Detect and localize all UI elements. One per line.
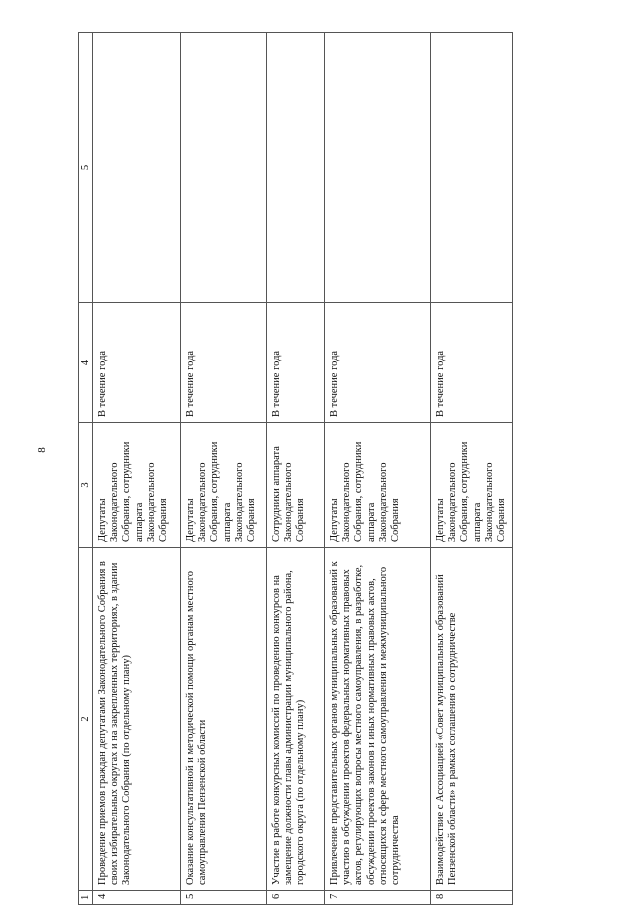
responsible-cell: Депутаты Законодательного Собрания, сотрудники аппарата Законодательного Собрания xyxy=(93,423,181,548)
header-cell: 5 xyxy=(79,33,93,303)
term-cell: В течение года xyxy=(181,303,267,423)
table-row xyxy=(181,33,267,905)
note-cell xyxy=(431,33,513,303)
plan-table xyxy=(78,32,513,905)
table-header-row xyxy=(79,33,93,905)
note-cell xyxy=(325,33,431,303)
event-cell: Привлечение представительных органов муниципальных образований к участию в обсуждении проектов федеральных нормативных правовых актов, регулирующих вопросы местного самоуправления, в разработке, обсуждении проектов законов и иных нормативных правовых актов, относящихся к сфере местного самоуправления и межмуниципального сотрудничества xyxy=(325,548,431,891)
header-cell: 4 xyxy=(79,303,93,423)
header-cell: 2 xyxy=(79,548,93,891)
rotated-table-sheet xyxy=(78,33,512,905)
event-cell: Оказание консультативной и методической помощи органам местного самоуправления Пензенской области xyxy=(181,548,267,891)
note-cell xyxy=(181,33,267,303)
event-cell: Взаимодействие с Ассоциацией «Совет муниципальных образований Пензенской области» в рамках соглашения о сотрудничестве xyxy=(431,548,513,891)
header-cell: 1 xyxy=(79,891,93,905)
event-cell: Проведение приемов граждан депутатами Законодательного Собрания в своих избирательных округах и на закрепленных территориях, в здании Законодательного Собрания (по отдельному плану) xyxy=(93,548,181,891)
responsible-cell: Депутаты Законодательного Собрания, сотрудники аппарата Законодательного Собрания xyxy=(325,423,431,548)
term-cell: В течение года xyxy=(431,303,513,423)
row-number: 7 xyxy=(325,891,431,905)
table-row xyxy=(325,33,431,905)
responsible-cell: Сотрудники аппарата Законодательного Собрания xyxy=(267,423,325,548)
term-cell: В течение года xyxy=(325,303,431,423)
table-row xyxy=(267,33,325,905)
row-number: 8 xyxy=(431,891,513,905)
row-number: 6 xyxy=(267,891,325,905)
term-cell: В течение года xyxy=(267,303,325,423)
row-number: 4 xyxy=(93,891,181,905)
header-cell: 3 xyxy=(79,423,93,548)
page-number: 8 xyxy=(36,447,48,453)
table-row xyxy=(93,33,181,905)
note-cell xyxy=(267,33,325,303)
responsible-cell: Депутаты Законодательного Собрания, сотрудники аппарата Законодательного Собрания xyxy=(431,423,513,548)
term-cell: В течение года xyxy=(93,303,181,423)
responsible-cell: Депутаты Законодательного Собрания, сотрудники аппарата Законодательного Собрания xyxy=(181,423,267,548)
row-number: 5 xyxy=(181,891,267,905)
event-cell: Участие в работе конкурсных комиссий по проведению конкурсов на замещение должности главы администрации муниципального района, городского округа (по отдельному плану) xyxy=(267,548,325,891)
table-row xyxy=(431,33,513,905)
note-cell xyxy=(93,33,181,303)
